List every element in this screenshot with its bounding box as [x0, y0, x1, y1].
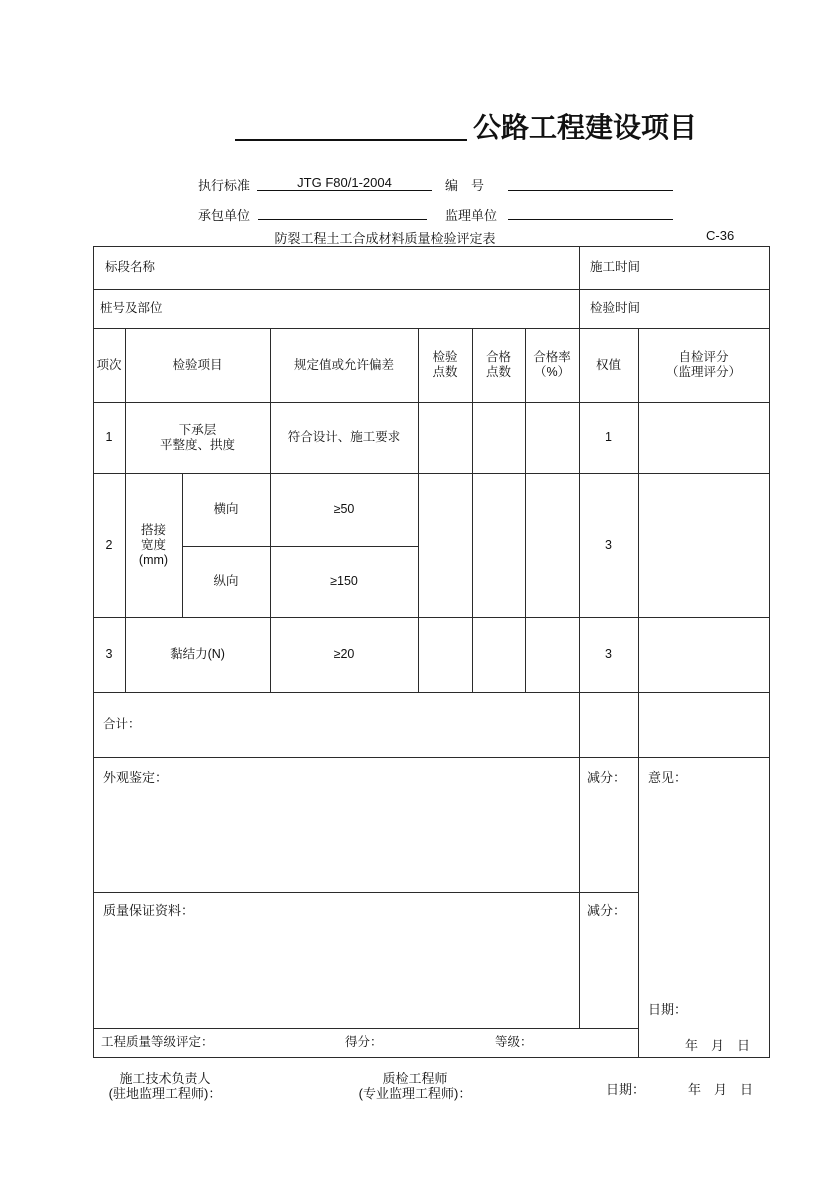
- contractor-underline: [258, 219, 427, 220]
- opinion-date-label: 日期：: [648, 1002, 688, 1017]
- serial-label: 编 号: [445, 178, 485, 193]
- station-label: 桩号及部位: [100, 301, 163, 315]
- supervision-label: 监理单位: [445, 208, 498, 223]
- opinion-ymd: 年 月 日: [685, 1038, 751, 1053]
- row3-item: 黏结力(N): [170, 647, 225, 661]
- row3-no: 3: [105, 647, 113, 661]
- title-blank-underline: [235, 139, 467, 141]
- grade-label: 工程质量等级评定：: [101, 1035, 214, 1049]
- exec-standard-value: JTG F80/1-2004: [297, 175, 392, 190]
- row3-spec: ≥20: [333, 647, 355, 661]
- deduct2-label: 减分：: [587, 903, 627, 918]
- header-score: 自检评分 （监理评分）: [665, 350, 741, 379]
- row1-spec: 符合设计、施工要求: [287, 430, 401, 444]
- grid-line-v: [638, 328, 639, 1057]
- row2-weight: 3: [605, 537, 612, 552]
- exec-standard-label: 执行标准: [198, 178, 251, 193]
- serial-underline: [508, 190, 673, 191]
- row2-sub2-dir: 纵向: [213, 574, 239, 588]
- row2-no: 2: [105, 537, 113, 552]
- contractor-label: 承包单位: [198, 208, 251, 223]
- form-title: 防裂工程土工合成材料质量检验评定表: [274, 231, 496, 246]
- builder-signature: 施工技术负责人 (驻地监理工程师)：: [108, 1071, 222, 1101]
- grid-line-h: [93, 1057, 770, 1058]
- section-name-label: 标段名称: [105, 260, 156, 274]
- check-time-label: 检验时间: [590, 301, 641, 315]
- level-label: 等级：: [495, 1035, 533, 1049]
- grid-line-h: [93, 757, 770, 758]
- deduct1-label: 减分：: [587, 770, 627, 785]
- header-spec: 规定值或允许偏差: [293, 357, 394, 372]
- total-label: 合计：: [103, 717, 141, 731]
- opinion-label: 意见：: [648, 770, 688, 785]
- page-title: 公路工程建设项目: [473, 112, 698, 143]
- row2-sub1-dir: 横向: [213, 502, 239, 516]
- header-check-points: 检验 点数: [432, 350, 458, 379]
- header-item: 检验项目: [172, 357, 223, 372]
- supervision-underline: [508, 219, 673, 220]
- header-weight: 权值: [595, 357, 621, 372]
- appearance-label: 外观鉴定：: [103, 770, 169, 785]
- header-pass-points: 合格 点数: [485, 350, 511, 379]
- row2-sub1-spec: ≥50: [333, 502, 355, 516]
- row1-no: 1: [105, 430, 113, 444]
- build-time-label: 施工时间: [590, 260, 641, 274]
- form-code: C-36: [706, 228, 735, 243]
- header-pass-rate: 合格率 （%）: [533, 350, 571, 379]
- footer-ymd: 年 月 日: [688, 1082, 754, 1097]
- header-item-no: 项次: [96, 357, 122, 372]
- exec-standard-underline: [257, 190, 432, 191]
- row2-item: 搭接 宽度 (mm): [138, 522, 169, 567]
- row2-sub2-spec: ≥150: [330, 574, 358, 588]
- grid-line-h: [93, 892, 639, 893]
- row3-weight: 3: [605, 647, 612, 661]
- row1-weight: 1: [605, 430, 612, 444]
- qa-label: 质量保证资料：: [103, 903, 195, 918]
- score-label: 得分：: [345, 1035, 383, 1049]
- footer-date-label: 日期：: [606, 1082, 646, 1097]
- qc-signature: 质检工程师 (专业监理工程师)：: [358, 1071, 472, 1101]
- grid-line-v: [769, 246, 770, 1058]
- row1-item: 下承层 平整度、拱度: [159, 422, 235, 452]
